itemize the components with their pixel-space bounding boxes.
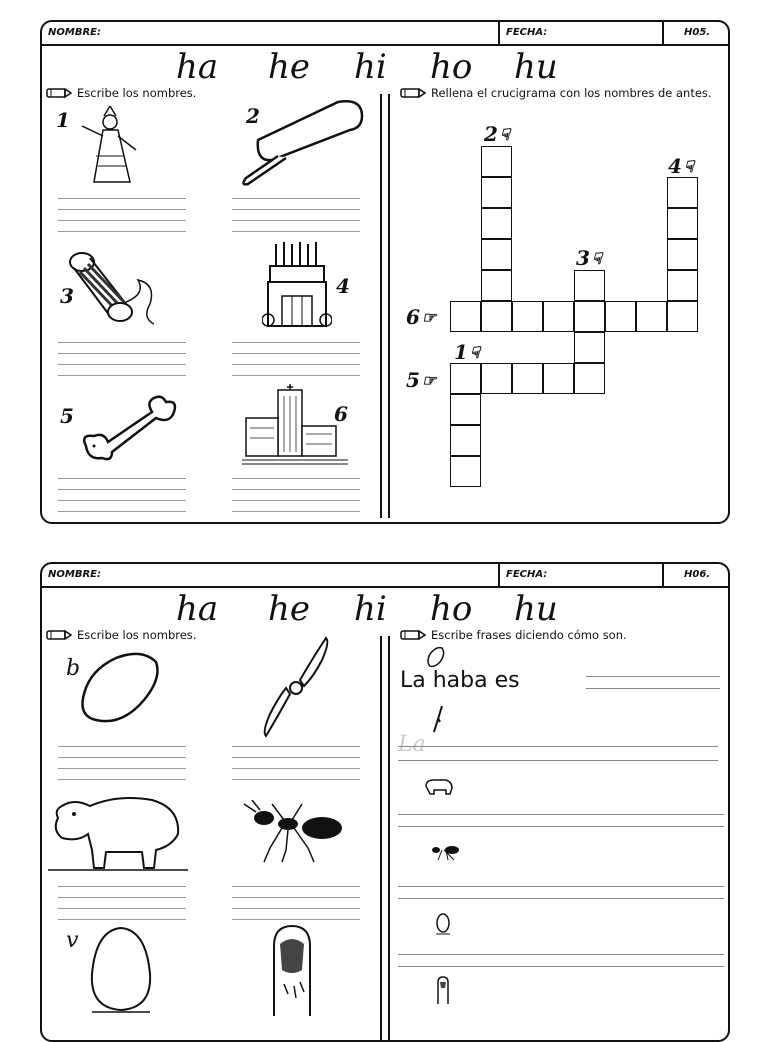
writing-line[interactable] bbox=[586, 688, 720, 689]
date-field[interactable] bbox=[500, 564, 664, 586]
column-divider bbox=[380, 94, 390, 518]
crossword-cell[interactable] bbox=[574, 301, 605, 332]
syllable-hi: hi bbox=[354, 589, 387, 629]
crossword-cell[interactable] bbox=[481, 270, 512, 301]
answer-lines[interactable] bbox=[232, 478, 360, 522]
egg-icon bbox=[86, 924, 156, 1016]
crossword-cell[interactable] bbox=[450, 394, 481, 425]
name-field[interactable] bbox=[42, 564, 500, 586]
worksheet-h05 bbox=[40, 20, 730, 524]
pointing-right-icon: ☞ bbox=[421, 370, 437, 390]
picture-number: 5 bbox=[60, 404, 74, 428]
hippo-icon bbox=[424, 778, 454, 796]
syllable-he: he bbox=[268, 47, 311, 87]
column-divider bbox=[380, 636, 390, 1042]
picture-number: 2 bbox=[246, 104, 260, 128]
hippo-icon bbox=[48, 790, 188, 874]
clue-number: 3 bbox=[576, 246, 590, 270]
answer-lines[interactable] bbox=[58, 478, 186, 522]
pencil-icon bbox=[400, 629, 426, 641]
answer-lines[interactable] bbox=[232, 198, 360, 242]
crossword-cell[interactable] bbox=[481, 301, 512, 332]
writing-line[interactable] bbox=[398, 886, 724, 887]
right-instruction bbox=[400, 628, 627, 642]
answer-lines[interactable] bbox=[232, 342, 360, 386]
right-instruction-text: Rellena el crucigrama con los nombres de antes. bbox=[431, 86, 712, 100]
hint-letter-b: b bbox=[66, 656, 81, 681]
answer-lines[interactable] bbox=[58, 198, 186, 242]
syllable-ha: ha bbox=[176, 589, 219, 629]
crossword-cell[interactable] bbox=[574, 270, 605, 301]
crossword-cell[interactable] bbox=[450, 425, 481, 456]
left-instruction-text: Escribe los nombres. bbox=[77, 86, 197, 100]
crossword-cell[interactable] bbox=[636, 301, 667, 332]
name-label: NOMBRE: bbox=[48, 27, 101, 38]
crossword-clue-4 bbox=[668, 154, 694, 178]
pencil-icon bbox=[46, 87, 72, 99]
writing-line[interactable] bbox=[586, 676, 720, 677]
picture-number: 6 bbox=[334, 402, 348, 426]
writing-line[interactable] bbox=[398, 898, 724, 899]
syllable-ho: ho bbox=[430, 589, 473, 629]
name-label: NOMBRE: bbox=[48, 569, 101, 580]
syllable-ha: ha bbox=[176, 47, 219, 87]
trace-text: La bbox=[398, 732, 426, 757]
writing-line[interactable] bbox=[398, 746, 718, 747]
writing-line[interactable] bbox=[398, 826, 724, 827]
crossword-cell[interactable] bbox=[450, 456, 481, 487]
syllable-he: he bbox=[268, 589, 311, 629]
crossword-cell[interactable] bbox=[481, 146, 512, 177]
propeller-icon bbox=[260, 636, 332, 740]
example-sentence: La haba es bbox=[400, 668, 520, 693]
left-instruction bbox=[46, 86, 196, 100]
picture-number: 3 bbox=[60, 284, 74, 308]
crossword-cell[interactable] bbox=[481, 363, 512, 394]
crossword-cell[interactable] bbox=[481, 239, 512, 270]
right-instruction bbox=[400, 86, 712, 100]
syllable-hi: hi bbox=[354, 47, 387, 87]
crossword-clue-6 bbox=[406, 305, 436, 329]
pointing-right-icon: ☞ bbox=[421, 307, 437, 327]
crossword-cell[interactable] bbox=[543, 301, 574, 332]
pointing-down-icon: ☟ bbox=[499, 124, 510, 144]
hospital-icon bbox=[242, 382, 348, 466]
clue-number: 2 bbox=[484, 122, 498, 146]
writing-line[interactable] bbox=[398, 760, 718, 761]
propeller-icon bbox=[430, 704, 446, 734]
pointing-down-icon: ☟ bbox=[683, 156, 694, 176]
crossword-clue-3 bbox=[576, 246, 602, 270]
header-bar bbox=[42, 22, 728, 46]
crossword-cell[interactable] bbox=[667, 270, 698, 301]
thread-spool-icon bbox=[66, 244, 158, 330]
date-label: FECHA: bbox=[506, 569, 548, 580]
bone-icon bbox=[80, 394, 180, 464]
answer-lines[interactable] bbox=[232, 746, 360, 790]
crossword-cell[interactable] bbox=[667, 208, 698, 239]
crossword-cell[interactable] bbox=[481, 177, 512, 208]
sheet-code: H05. bbox=[684, 27, 711, 38]
ant-icon bbox=[242, 800, 350, 864]
worksheet-h06 bbox=[40, 562, 730, 1042]
ant-icon bbox=[428, 842, 462, 862]
crossword-cell[interactable] bbox=[450, 301, 481, 332]
syllable-ho: ho bbox=[430, 47, 473, 87]
crossword-cell[interactable] bbox=[667, 177, 698, 208]
finger-icon bbox=[436, 976, 450, 1004]
pencil-icon bbox=[400, 87, 426, 99]
left-instruction bbox=[46, 628, 196, 642]
bean-icon bbox=[76, 650, 162, 730]
crossword-cell[interactable] bbox=[667, 301, 698, 332]
answer-lines[interactable] bbox=[58, 746, 186, 790]
crossword-cell[interactable] bbox=[512, 301, 543, 332]
ice-cream-bar-icon bbox=[238, 98, 368, 188]
header-bar bbox=[42, 564, 728, 588]
hint-letter-v: v bbox=[66, 928, 79, 953]
writing-line[interactable] bbox=[398, 966, 724, 967]
fairy-icon bbox=[76, 106, 142, 186]
crossword-cell[interactable] bbox=[512, 363, 543, 394]
crossword-clue-1 bbox=[454, 340, 480, 364]
crossword-cell[interactable] bbox=[450, 363, 481, 394]
sheet-code: H06. bbox=[684, 569, 711, 580]
finger-icon bbox=[264, 924, 320, 1016]
left-instruction-text: Escribe los nombres. bbox=[77, 628, 197, 642]
clue-number: 5 bbox=[406, 368, 420, 392]
writing-line[interactable] bbox=[398, 814, 724, 815]
hotel-icon bbox=[262, 240, 332, 330]
clue-number: 1 bbox=[454, 340, 468, 364]
syllable-hu: hu bbox=[514, 47, 558, 87]
crossword-clue-2 bbox=[484, 122, 510, 146]
date-field[interactable] bbox=[500, 22, 664, 44]
crossword-cell[interactable] bbox=[481, 208, 512, 239]
crossword-cell[interactable] bbox=[574, 363, 605, 394]
clue-number: 4 bbox=[668, 154, 682, 178]
date-label: FECHA: bbox=[506, 27, 548, 38]
name-field[interactable] bbox=[42, 22, 500, 44]
egg-icon bbox=[434, 912, 452, 936]
crossword-cell[interactable] bbox=[574, 332, 605, 363]
clue-number: 6 bbox=[406, 305, 420, 329]
crossword-cell[interactable] bbox=[605, 301, 636, 332]
bean-icon bbox=[426, 646, 446, 668]
pencil-icon bbox=[46, 629, 72, 641]
pointing-down-icon: ☟ bbox=[469, 342, 480, 362]
pointing-down-icon: ☟ bbox=[591, 248, 602, 268]
crossword-clue-5 bbox=[406, 368, 436, 392]
crossword-cell[interactable] bbox=[667, 239, 698, 270]
picture-number: 4 bbox=[336, 274, 350, 298]
answer-lines[interactable] bbox=[58, 342, 186, 386]
syllable-hu: hu bbox=[514, 589, 558, 629]
picture-number: 1 bbox=[56, 108, 70, 132]
writing-line[interactable] bbox=[398, 954, 724, 955]
right-instruction-text: Escribe frases diciendo cómo son. bbox=[431, 628, 627, 642]
crossword-cell[interactable] bbox=[543, 363, 574, 394]
